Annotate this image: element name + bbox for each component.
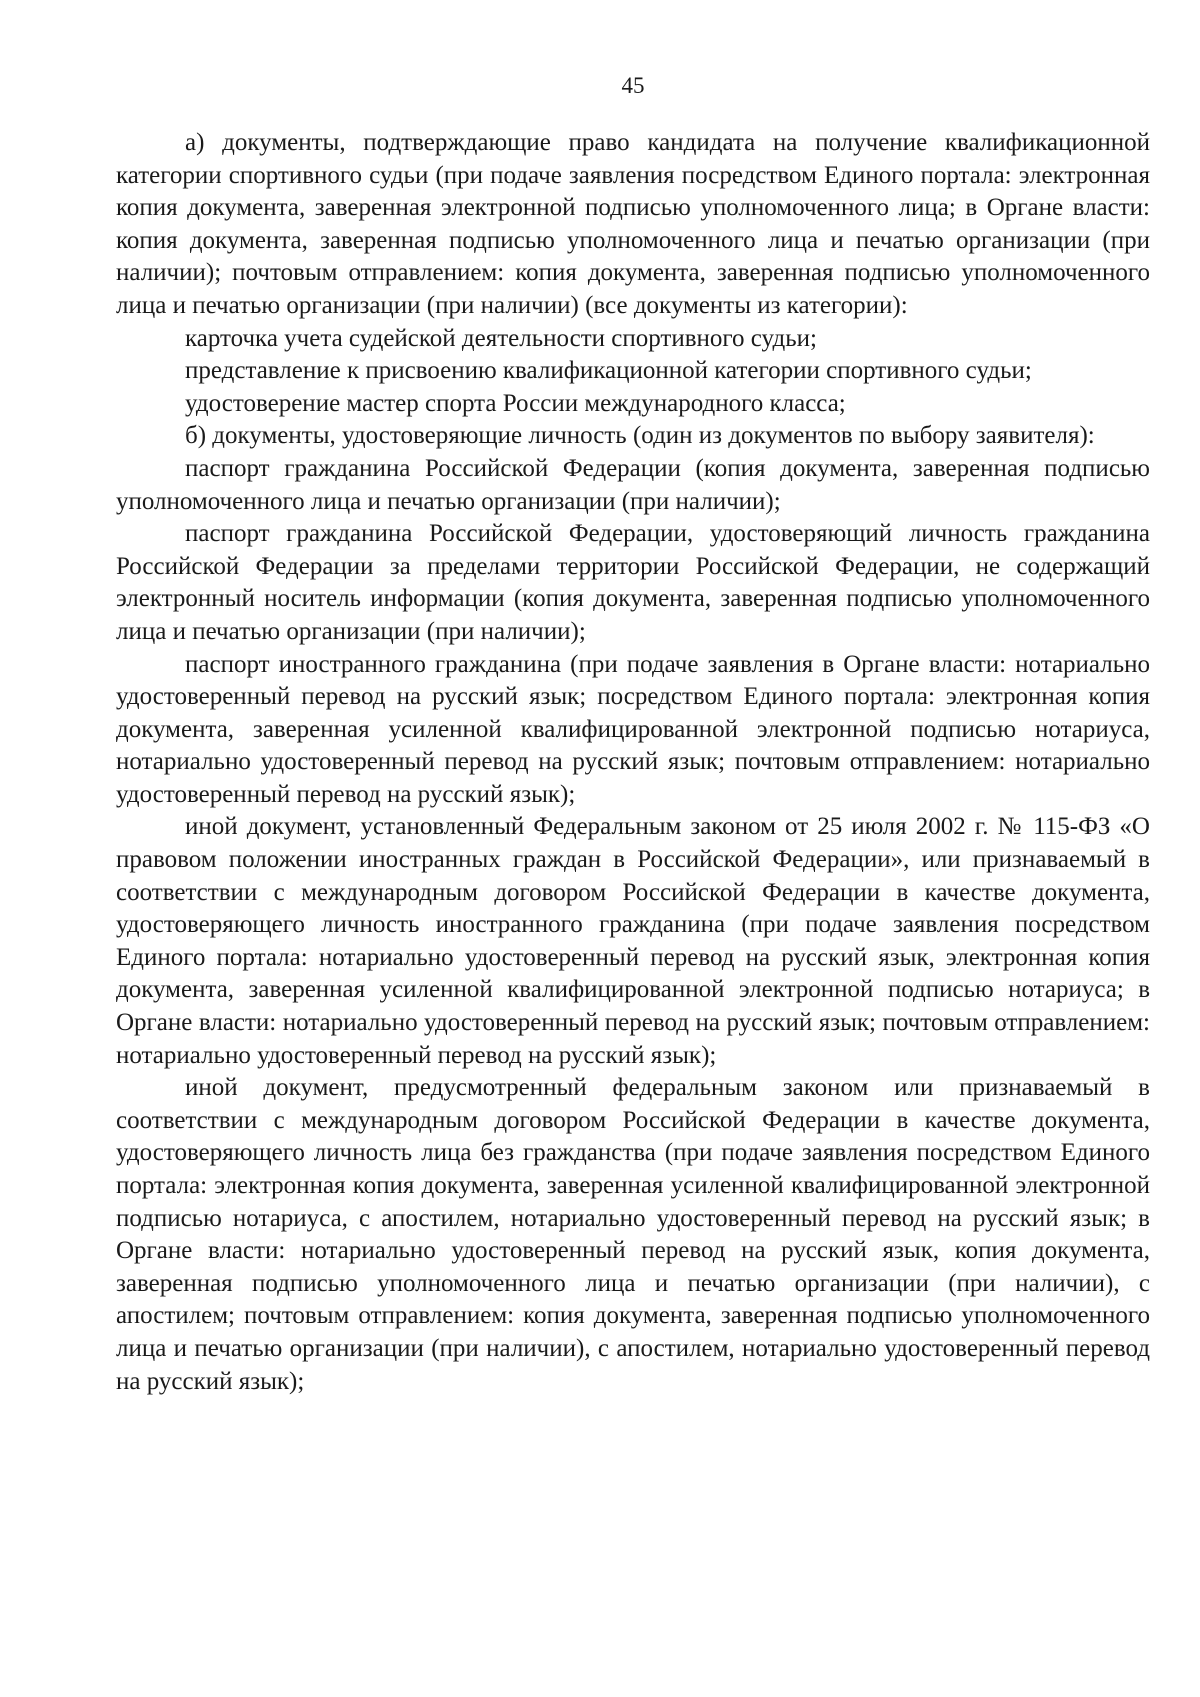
paragraph-other-document-stateless: иной документ, предусмотренный федеральным законом или признаваемый в соответствии с международным договором Российской Федерации в качестве документа, удостоверяющего личность лица без гражданства (при подаче заявления посредством Единого портала: электронная копия документа, заверенная усиленной квалифицированной электронной подписью нотариуса, с апостилем, нотариально удостоверенный перевод на русский язык; в Органе власти: нотариально удостоверенный перевод на русский язык, копия документа, заверенная подписью уполномоченного лица и печатью организации (при наличии), с апостилем; почтовым отправлением: копия документа, заверенная подписью уполномоченного лица и печатью организации (при наличии), с апостилем, нотариально удостоверенный перевод на русский язык); xyxy=(116,1074,1150,1395)
paragraph-identity-documents-b: б) документы, удостоверяющие личность (один из документов по выбору заявителя): xyxy=(185,422,1095,450)
document-body xyxy=(116,127,1150,1398)
page-number: 45 xyxy=(621,73,645,98)
paragraph-documents-a: а) документы, подтверждающие право кандидата на получение квалификационной категории спортивного судьи (при подаче заявления посредством Единого портала: электронная копия документа, заверенная электронной подписью уполномоченного лица; в Органе власти: копия документа, заверенная подписью уполномоченного лица и печатью организации (при наличии); почтовым отправлением: копия документа, заверенная подписью уполномоченного лица и печатью организации (при наличии) (все документы из категории): xyxy=(116,129,1150,319)
paragraph-master-of-sport: удостоверение мастер спорта России международного класса; xyxy=(185,389,846,417)
paragraph-rf-foreign-passport: паспорт гражданина Российской Федерации, удостоверяющий личность гражданина Российской Федерации за пределами территории Российской Федерации, не содержащий электронный носитель информации (копия документа, заверенная подписью уполномоченного лица и печатью организации (при наличии); xyxy=(116,520,1150,645)
paragraph-foreign-citizen-passport: паспорт иностранного гражданина (при подаче заявления в Органе власти: нотариально удостоверенный перевод на русский язык; посредством Единого портала: электронная копия документа, заверенная усиленной квалифицированной электронной подписью нотариуса, нотариально удостоверенный перевод на русский язык; почтовым отправлением: нотариально удостоверенный перевод на русский язык); xyxy=(116,650,1150,808)
paragraph-other-document-foreign: иной документ, установленный Федеральным законом от 25 июля 2002 г. № 115-ФЗ «О правовом положении иностранных граждан в Российской Федерации», или признаваемый в соответствии с международным договором Российской Федерации в качестве документа, удостоверяющего личность иностранного гражданина (при подаче заявления посредством Единого портала: нотариально удостоверенный перевод на русский язык, электронная копия документа, заверенная усиленной квалифицированной электронной подписью нотариуса; в Органе власти: нотариально удостоверенный перевод на русский язык; почтовым отправлением: нотариально удостоверенный перевод на русский язык); xyxy=(116,813,1150,1069)
paragraph-judge-card: карточка учета судейской деятельности спортивного судьи; xyxy=(185,324,817,352)
paragraph-qualification-submission: представление к присвоению квалификационной категории спортивного судьи; xyxy=(185,357,1032,385)
paragraph-rf-passport: паспорт гражданина Российской Федерации (копия документа, заверенная подписью уполномоченного лица и печатью организации (при наличии); xyxy=(116,454,1150,515)
document-page xyxy=(116,0,1150,1697)
